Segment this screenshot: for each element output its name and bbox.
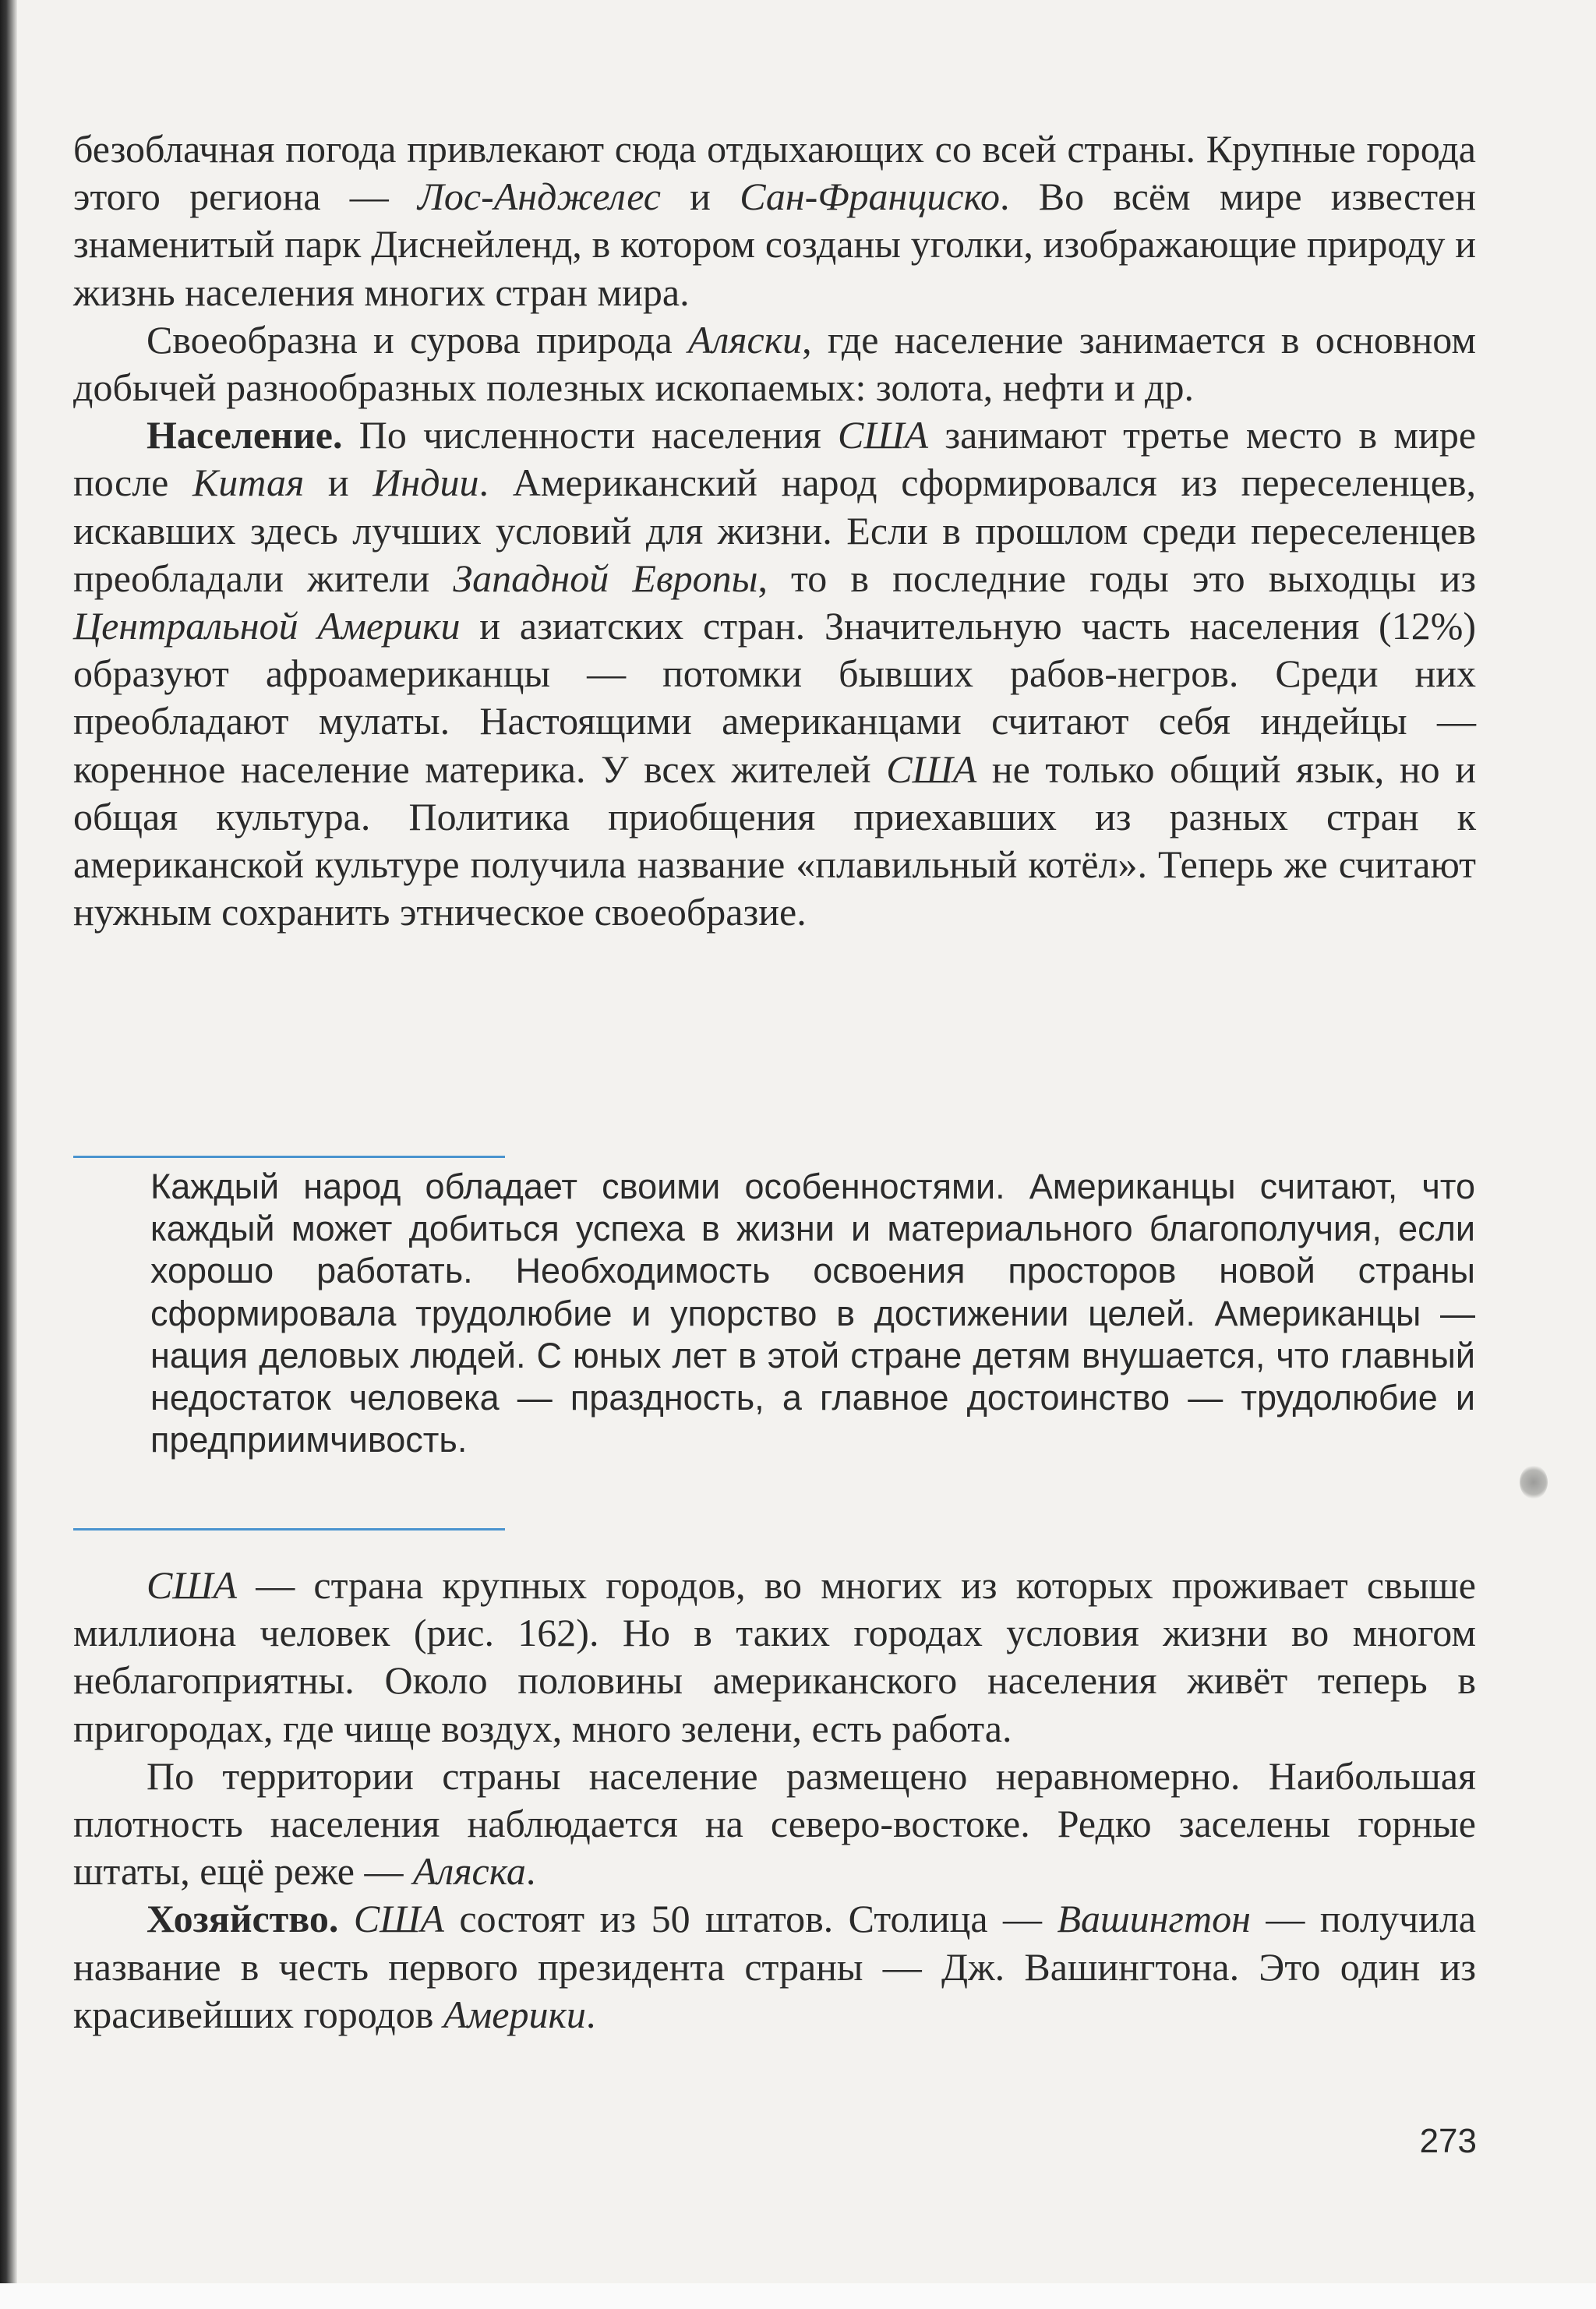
paragraph-cities — [73, 1562, 1476, 1753]
text-run: — страна крупных городов, во многих из которых проживает свыше миллиона человек (рис. 162). Но в таких городах условия жизни во многом неблагоприятны. Около половины американского населения живёт теперь в пригородах, где чище воздух, много зелени, есть работа. — [73, 1563, 1476, 1750]
scan-speck — [1520, 1465, 1548, 1499]
place-name: США — [886, 747, 977, 791]
text-run: . — [585, 1992, 596, 2036]
place-name: Центральной Америки — [73, 604, 461, 648]
text-run: — получила название в честь первого президента страны — Дж. Вашингтона. Это один из красивейших городов — [73, 1897, 1476, 2036]
place-name: Аляска — [412, 1849, 526, 1894]
paragraph-alaska — [73, 316, 1476, 411]
text-run: и азиатских стран. Значительную часть населения (12%) образуют афроамериканцы — потомки бывших рабов-негров. Среди них преобладают мулаты. Настоящими американцами считают себя индейцы — коренное население материка. У всех жителей — [73, 604, 1477, 791]
place-name: США — [147, 1563, 238, 1607]
place-name: США — [353, 1897, 444, 1941]
main-text-bottom — [73, 1562, 1476, 2039]
page-number: 273 — [1419, 2122, 1477, 2160]
text-run: безоблачная погода привлекают сюда отдыхающих со всей страны. Крупные города этого региона — — [73, 127, 1476, 219]
section-heading-economy: Хозяйство. — [147, 1897, 339, 1941]
place-name: Аляски — [687, 317, 803, 362]
place-name: Вашингтон — [1057, 1897, 1251, 1941]
text-run: . — [525, 1849, 536, 1894]
text-run: не только общий язык, но и общая культура. Политика приобщения приехавших из разных стран к американской культуре получила название «плавильный котёл». Теперь же считают нужным сохранить этническое своеобразие. — [73, 747, 1476, 934]
paragraph-distribution — [73, 1753, 1476, 1896]
text-run — [338, 1897, 353, 1940]
place-name: Лос-Анджелес — [418, 175, 661, 219]
sidebar-rule-top — [73, 1156, 505, 1158]
section-heading-population: Население. — [147, 413, 343, 457]
place-name: Сан-Франциско — [740, 175, 1001, 219]
text-run: Своеобразна и сурова природа — [147, 317, 688, 362]
text-run: . Американский народ сформировался из переселенцев, искавших здесь лучших условий для жизни. Если в прошлом среди переселенцев преобладали жители — [73, 461, 1476, 600]
text-run: занимают третье место в мире после — [73, 413, 1477, 505]
book-spine-shadow — [0, 0, 17, 2309]
sidebar-note: Каждый народ обладает своими особенностями. Американцы считают, что каждый может добиться успеха в жизни и материального благополучия, если хорошо работать. Необходимость освоения просторов новой страны сформировала трудолюбие и упорство в достижении целей. Американцы — нация деловых людей. С юных лет в этой стране детям внушается, что главный недостаток человека — праздность, а главное достоинство — трудолюбие и предприимчивость. — [150, 1167, 1475, 1460]
paragraph-population — [73, 411, 1476, 936]
text-run: По территории страны население размещено неравномерно. Наибольшая плотность населения наблюдается на северо-востоке. Редко заселены горные штаты, ещё реже — — [73, 1753, 1476, 1894]
place-name: Америки — [443, 1992, 586, 2036]
text-run: состоят из 50 штатов. Столица — — [443, 1897, 1058, 1941]
page-bottom-edge — [0, 2283, 1596, 2309]
paragraph-economy — [73, 1895, 1476, 2039]
place-name: США — [838, 413, 929, 457]
text-run: По численности населения — [342, 413, 839, 457]
sidebar-rule-bottom — [73, 1528, 505, 1531]
text-run: , то в последние годы это выходцы из — [757, 556, 1477, 600]
paragraph-california — [73, 125, 1476, 316]
main-text-top — [73, 125, 1476, 936]
text-run: , где население занимается в основном добычей разнообразных полезных ископаемых: золота, нефти и др. — [73, 317, 1476, 410]
place-name: Индии — [373, 461, 479, 505]
place-name: Китая — [192, 461, 305, 505]
text-run: и — [304, 461, 373, 505]
place-name: Западной Европы — [453, 556, 758, 600]
text-run: и — [660, 175, 740, 219]
text-run: . Во всём мире известен знаменитый парк Диснейленд, в котором созданы уголки, изображающие природу и жизнь населения многих стран мира. — [73, 175, 1476, 314]
